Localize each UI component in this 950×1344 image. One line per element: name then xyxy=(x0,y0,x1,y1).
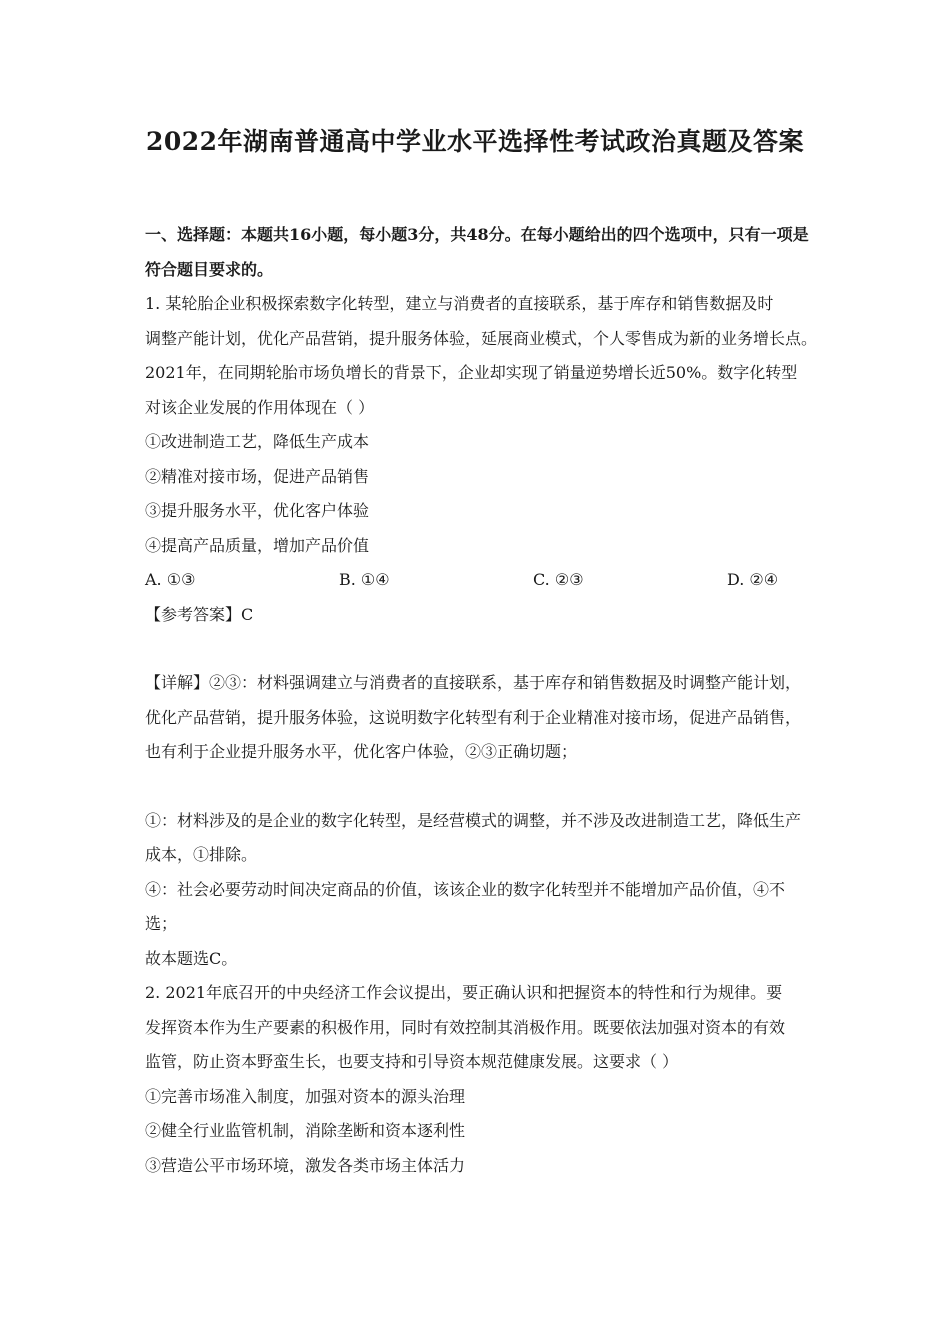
question-1 xyxy=(145,287,818,976)
q2-item: ①完善市场准入制度，加强对资本的源头治理 xyxy=(145,1086,466,1106)
q1-conclusion: 故本题选C。 xyxy=(145,948,238,968)
q2-stem-line: 2. 2021年底召开的中央经济工作会议提出，要正确认识和把握资本的特性和行为规律。要 xyxy=(145,983,783,1002)
q1-detail-line: 成本，①排除。 xyxy=(145,845,258,864)
question-2 xyxy=(145,976,815,1183)
q1-detail-line: 也有利于企业提升服务水平，优化客户体验，②③正确切题； xyxy=(145,742,578,761)
q1-answer: 【参考答案】C xyxy=(145,604,254,624)
q1-option-d: D. ②④ xyxy=(727,570,779,589)
q1-detail-line: 【详解】②③：材料强调建立与消费者的直接联系，基于库存和销售数据及时调整产能计划， xyxy=(145,673,802,692)
q1-detail-line: 优化产品营销，提升服务体验，这说明数字化转型有利于企业精准对接市场，促进产品销售， xyxy=(145,707,802,727)
q2-item: ③营造公平市场环境，激发各类市场主体活力 xyxy=(145,1155,466,1175)
q1-option-b: B. ①④ xyxy=(339,570,390,589)
q1-options xyxy=(145,563,815,598)
q1-stem-line: 1. 某轮胎企业积极探索数字化转型，建立与消费者的直接联系，基于库存和销售数据及时 xyxy=(145,294,774,313)
section-heading-line-2: 符合题目要求的。 xyxy=(145,259,274,279)
q1-option-a: A. ①③ xyxy=(145,570,196,589)
q1-option-c: C. ②③ xyxy=(533,570,584,589)
q2-item: ②健全行业监管机制，消除垄断和资本逐利性 xyxy=(145,1121,466,1140)
q1-stem-line: 对该企业发展的作用体现在（ ） xyxy=(145,397,375,417)
q1-detail-line: ①：材料涉及的是企业的数字化转型，是经营模式的调整，并不涉及改进制造工艺，降低生产 xyxy=(145,810,802,830)
document-body xyxy=(145,218,818,1183)
section-heading-line-1: 一、选择题：本题共16小题，每小题3分，共48分。在每小题给出的四个选项中，只有一项是 xyxy=(145,225,809,244)
q1-stem-line: 2021年，在同期轮胎市场负增长的背景下，企业却实现了销量逆势增长近50%。数字化转型 xyxy=(145,363,798,382)
q1-detail-line: ④：社会必要劳动时间决定商品的价值，该该企业的数字化转型并不能增加产品价值，④不 xyxy=(145,879,786,899)
q2-stem-line: 发挥资本作为生产要素的积极作用，同时有效控制其消极作用。既要依法加强对资本的有效 xyxy=(145,1017,786,1037)
q1-detail-line: 选； xyxy=(145,914,178,933)
q2-stem-line: 监管，防止资本野蛮生长，也要支持和引导资本规范健康发展。这要求（ ） xyxy=(145,1052,679,1071)
q1-item: ②精准对接市场，促进产品销售 xyxy=(145,466,370,486)
document-title: 2022年湖南普通高中学业水平选择性考试政治真题及答案 xyxy=(145,127,805,156)
q1-stem-line: 调整产能计划，优化产品营销，提升服务体验，延展商业模式，个人零售成为新的业务增长点。 xyxy=(145,328,818,348)
q1-item: ①改进制造工艺，降低生产成本 xyxy=(145,432,370,451)
q1-item: ③提升服务水平，优化客户体验 xyxy=(145,501,370,520)
q1-item: ④提高产品质量，增加产品价值 xyxy=(145,535,370,555)
